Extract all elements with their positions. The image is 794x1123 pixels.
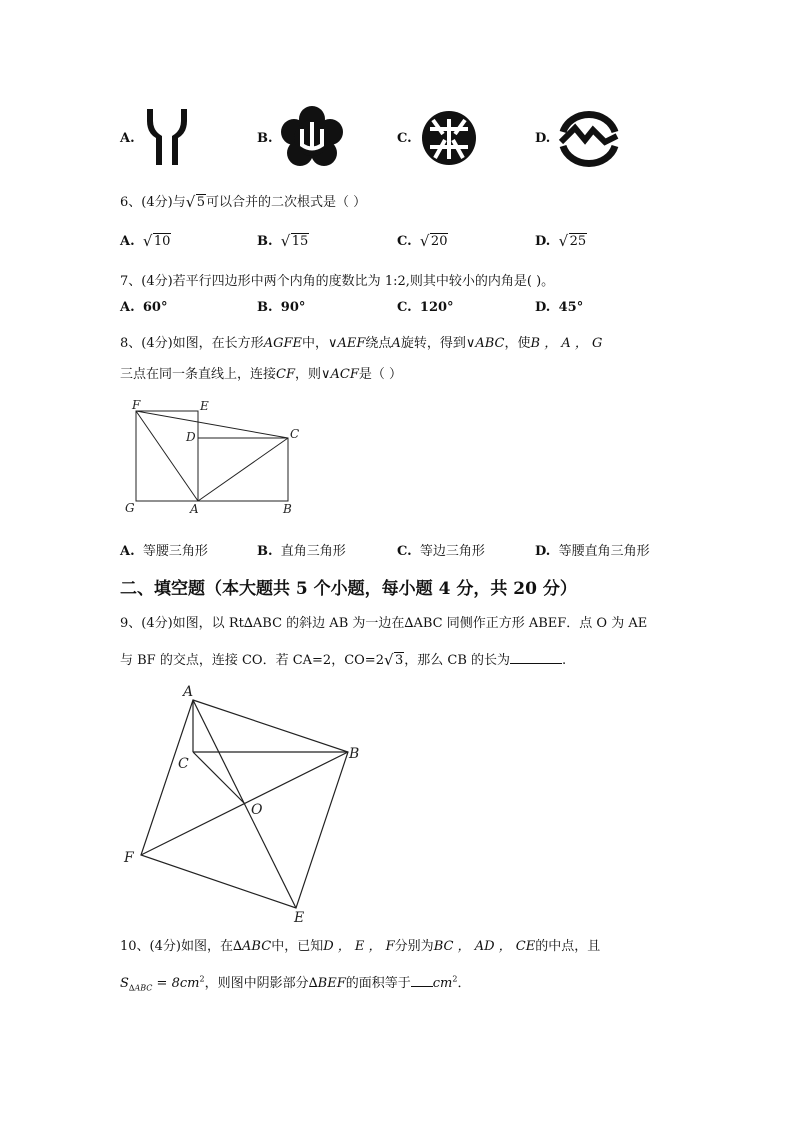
- q10-stem-line2: [120, 972, 470, 993]
- q9-label-a: A: [183, 684, 194, 700]
- q8-stem-line1: [120, 332, 602, 351]
- q8-tri-abc: ∨ABC: [465, 336, 505, 351]
- q8-label-b: B: [283, 502, 292, 516]
- q7-option-c: [397, 300, 454, 315]
- q7-option-a-text: 60°: [142, 300, 168, 315]
- q8-text-8: 是（ ）: [358, 367, 403, 382]
- mountain-logo-icon: [557, 106, 621, 170]
- q9-figure: [118, 680, 368, 925]
- q5-option-b: [257, 131, 273, 146]
- q9-stem-line1: 9、(4分)如图，以 Rt∆ABC 的斜边 AB 为一边在∆ABC 同侧作正方形 ABEF．点 O 为 AE: [120, 616, 648, 631]
- q9-label-f: F: [124, 850, 134, 866]
- q5-option-c: [397, 131, 412, 146]
- q8-text-6: 三点在同一条直线上，连接: [120, 367, 277, 382]
- q6-option-a-label: A.: [120, 234, 135, 249]
- q8-text-5: ，使: [504, 336, 531, 351]
- q8-text-7: ，则: [294, 367, 321, 382]
- q8-option-c-label: C.: [397, 544, 412, 559]
- q9-label-e: E: [294, 910, 305, 925]
- q9-label-c: C: [178, 756, 189, 772]
- q10-area-exp: 2: [199, 974, 205, 984]
- q7-option-c-text: 120°: [419, 300, 454, 315]
- q6-option-d-label: D.: [535, 234, 551, 249]
- q10-answer-blank[interactable]: [411, 974, 433, 987]
- q8-text-3: 绕点: [365, 336, 392, 351]
- q9-co-radical: [384, 653, 404, 668]
- q10-area-unit: cm: [179, 976, 200, 991]
- q6-option-b-radicand: 15: [291, 234, 309, 249]
- q9-label-b: B: [349, 746, 360, 762]
- q6-stem-radical: [186, 195, 206, 210]
- q7-option-d-label: D.: [535, 300, 551, 315]
- q8-points-bag: B ， A ， G: [530, 336, 603, 351]
- q7-option-d-text: 45°: [558, 300, 584, 315]
- q10-stem-line1: [120, 935, 600, 954]
- q9-co-radicand: 3: [394, 653, 404, 668]
- metro-logo-icon: [421, 110, 477, 166]
- q8-label-g: G: [125, 501, 135, 515]
- q6-option-c-radicand: 20: [430, 234, 448, 249]
- q7-stem: 7、(4分)若平行四边形中两个内角的度数比为 1:2,则其中较小的内角是( )。: [120, 274, 555, 289]
- q7-option-a: [120, 300, 167, 315]
- q9-text-1: 与 BF 的交点，连接 CO．若 CA=2，CO=: [120, 653, 376, 668]
- q7-option-c-label: C.: [397, 300, 412, 315]
- q8-option-c: [397, 540, 485, 559]
- q10-tri-bef: ∆BEF: [308, 976, 346, 991]
- q10-points: D ， E ， F: [323, 939, 395, 954]
- q8-option-d-label: D.: [535, 544, 551, 559]
- q10-unit: cm: [432, 976, 453, 991]
- q9-answer-blank[interactable]: [510, 651, 562, 664]
- q6-option-d: [535, 234, 587, 249]
- q6-option-a-radicand: 10: [153, 234, 171, 249]
- q10-text-3: 分别为: [394, 939, 434, 954]
- q6-option-b: [257, 234, 309, 249]
- q8-figure: [118, 396, 308, 518]
- q7-option-b: [257, 300, 305, 315]
- q7-option-d: [535, 300, 583, 315]
- q10-segments: BC ， AD ， CE: [433, 939, 536, 954]
- q6-option-c-label: C.: [397, 234, 412, 249]
- q9-label-o: O: [251, 802, 263, 818]
- q8-label-a: A: [190, 502, 199, 516]
- q10-text-5: ，则图中阴影部分: [204, 976, 309, 991]
- q5-option-d: [535, 131, 550, 146]
- q8-text-4: 旋转，得到: [400, 336, 466, 351]
- q8-option-b-text: 直角三角形: [280, 544, 346, 559]
- q8-label-f: F: [132, 398, 141, 412]
- q9-stem-line2: [120, 649, 566, 668]
- q5-option-b-label: B.: [257, 131, 273, 146]
- q7-option-b-text: 90°: [280, 300, 306, 315]
- q5-option-d-label: D.: [535, 131, 551, 146]
- section-title-fill-in: 二、填空题（本大题共 5 个小题，每小题 4 分，共 20 分）: [120, 579, 577, 599]
- q8-tri-acf: ∨ACF: [321, 367, 359, 382]
- q10-area-eq: = 8: [152, 976, 180, 991]
- q8-seg-cf: CF: [276, 367, 295, 382]
- q6-stem: [120, 191, 366, 210]
- q10-text-4: 的中点，且: [535, 939, 601, 954]
- q6-option-c-radical: [420, 234, 449, 249]
- q8-option-b-label: B.: [257, 544, 273, 559]
- q9-text-end: .: [562, 653, 567, 668]
- q10-text-6: 的面积等于: [345, 976, 411, 991]
- q10-area-symbol: S: [120, 976, 129, 991]
- q10-unit-exp: 2: [452, 974, 458, 984]
- q6-option-b-radical: [281, 234, 310, 249]
- q5-option-a-label: A.: [120, 131, 135, 146]
- q8-option-a-text: 等腰三角形: [142, 544, 208, 559]
- q8-tri-aef: ∨AEF: [328, 336, 366, 351]
- q5-option-a: [120, 131, 135, 146]
- q8-stem-line2: [120, 363, 402, 382]
- q6-option-c: [397, 234, 448, 249]
- q7-option-b-label: B.: [257, 300, 273, 315]
- q8-label-c: C: [290, 427, 300, 441]
- q8-rect-name: AGFE: [263, 336, 302, 351]
- q7-option-a-label: A.: [120, 300, 135, 315]
- q5-option-c-label: C.: [397, 131, 412, 146]
- q6-option-d-radical: [559, 234, 588, 249]
- q8-option-c-text: 等边三角形: [419, 544, 485, 559]
- q10-tri-abc: ∆ABC: [232, 939, 272, 954]
- flower-logo-icon: [280, 105, 344, 169]
- q8-text-2: 中，: [301, 336, 328, 351]
- q9-text-2: ，那么 CB 的长为: [404, 653, 511, 668]
- q8-option-b: [257, 540, 346, 559]
- q8-option-a: [120, 540, 208, 559]
- q8-option-d-text: 等腰直角三角形: [558, 544, 650, 559]
- q6-option-b-label: B.: [257, 234, 273, 249]
- q8-text-1: 8、(4分)如图，在长方形: [120, 336, 264, 351]
- q8-label-d: D: [186, 430, 196, 444]
- q6-option-a-radical: [143, 234, 172, 249]
- q9-co-coef: 2: [375, 653, 384, 668]
- q8-option-a-label: A.: [120, 544, 135, 559]
- q8-option-d: [535, 540, 650, 559]
- q10-area-subscript: ∆ABC: [128, 983, 153, 993]
- q8-point-a: A: [391, 336, 401, 351]
- q6-stem-suffix: 可以合并的二次根式是（ ）: [205, 195, 367, 210]
- q6-option-d-radicand: 25: [569, 234, 587, 249]
- fork-logo-icon: [143, 107, 191, 167]
- q8-label-e: E: [200, 399, 209, 413]
- q10-text-2: 中，已知: [271, 939, 324, 954]
- q6-option-a: [120, 234, 171, 249]
- q10-text-end: ．: [457, 976, 471, 991]
- q6-stem-prefix: 6、(4分)与: [120, 195, 186, 210]
- q6-stem-radicand: 5: [196, 195, 205, 210]
- q10-text-1: 10、(4分)如图，在: [120, 939, 233, 954]
